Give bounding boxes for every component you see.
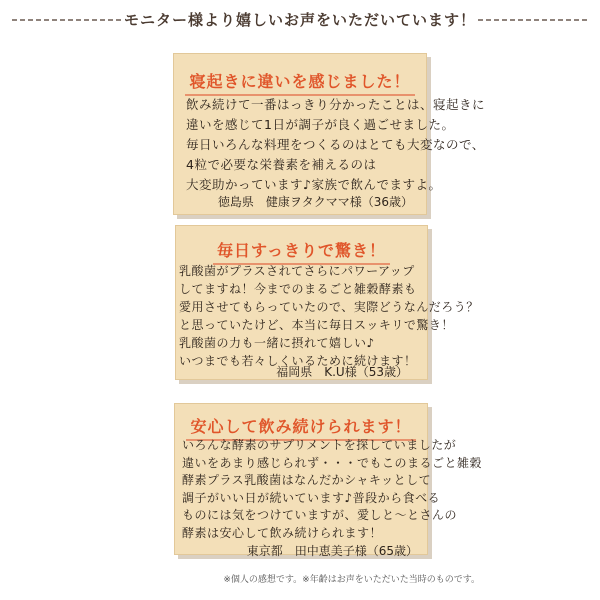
testimonial-title-text: 安心して飲み続けられます！	[190, 417, 412, 436]
testimonial-line: 乳酸菌がプラスされてさらにパワーアップ	[179, 264, 415, 278]
testimonial-signature: 福岡県 K.U様（53歳）	[276, 365, 408, 379]
footnote: ※個人の感想です。※年齢はお声をいただいた当時のものです。	[223, 575, 480, 585]
testimonial-title	[175, 238, 428, 261]
testimonial-signature: 東京都 田中恵美子様（65歳）	[246, 544, 418, 558]
testimonial-line: 酵素は安心して飲み続けられます！	[182, 525, 383, 540]
header-dash-right	[478, 18, 588, 22]
testimonial-line: してますね！今までのまるごと雑穀酵素も	[179, 282, 417, 296]
testimonial-body	[179, 262, 479, 370]
header-title: モニター様より嬉しいお声をいただいています！	[123, 11, 476, 29]
testimonial-line: 酵素プラス乳酸菌はなんだかシャキッとして	[182, 473, 432, 487]
testimonial-title	[174, 414, 428, 437]
testimonial-body	[186, 95, 485, 195]
testimonial-card-2	[175, 225, 479, 380]
testimonial-line: 飲み続けて一番はっきり分かったことは、寝起きに	[186, 97, 486, 112]
testimonial-body	[182, 437, 482, 542]
testimonial-signature: 徳島県 健康ヲタクママ様（36歳）	[217, 195, 413, 209]
testimonial-card-1	[173, 53, 486, 215]
testimonial-line: 違いをあまり感じられず・・・でもこのまるごと雑穀	[182, 455, 483, 470]
testimonial-line: と思っていたけど、本当に毎日スッキリで驚き！	[179, 318, 454, 332]
testimonial-line: いつまでも若々しくいるために続けます！	[179, 354, 417, 368]
testimonial-line: 違いを感じて1日が調子が良く過ごせました。	[186, 117, 455, 132]
testimonial-card-3	[174, 403, 483, 558]
testimonial-line: ものには気をつけていますが、愛しと～とさんの	[182, 508, 458, 522]
testimonial-line: いろんな酵素のサプリメントを探していましたが	[182, 438, 457, 452]
testimonial-line: 調子がいい日が続いています♪普段から食べる	[182, 490, 441, 505]
testimonial-title	[173, 69, 427, 92]
testimonial-title-text: 寝起きに違いを感じました！	[189, 72, 411, 91]
testimonial-line: 愛用させてもらっていたので、実際どうなんだろう？	[179, 300, 479, 314]
testimonial-line: 4粒で必要な栄養素を補えるのは	[186, 157, 377, 172]
testimonial-title-text: 毎日すっきりで驚き！	[216, 241, 387, 260]
page-header	[0, 0, 600, 40]
testimonial-line: 大変助かっています♪家族で飲んでますよ。	[186, 177, 442, 192]
testimonial-line: 乳酸菌の力も一緒に摂れて嬉しい♪	[179, 336, 375, 350]
testimonial-line: 毎日いろんな料理をつくるのはとても大変なので、	[186, 137, 485, 152]
